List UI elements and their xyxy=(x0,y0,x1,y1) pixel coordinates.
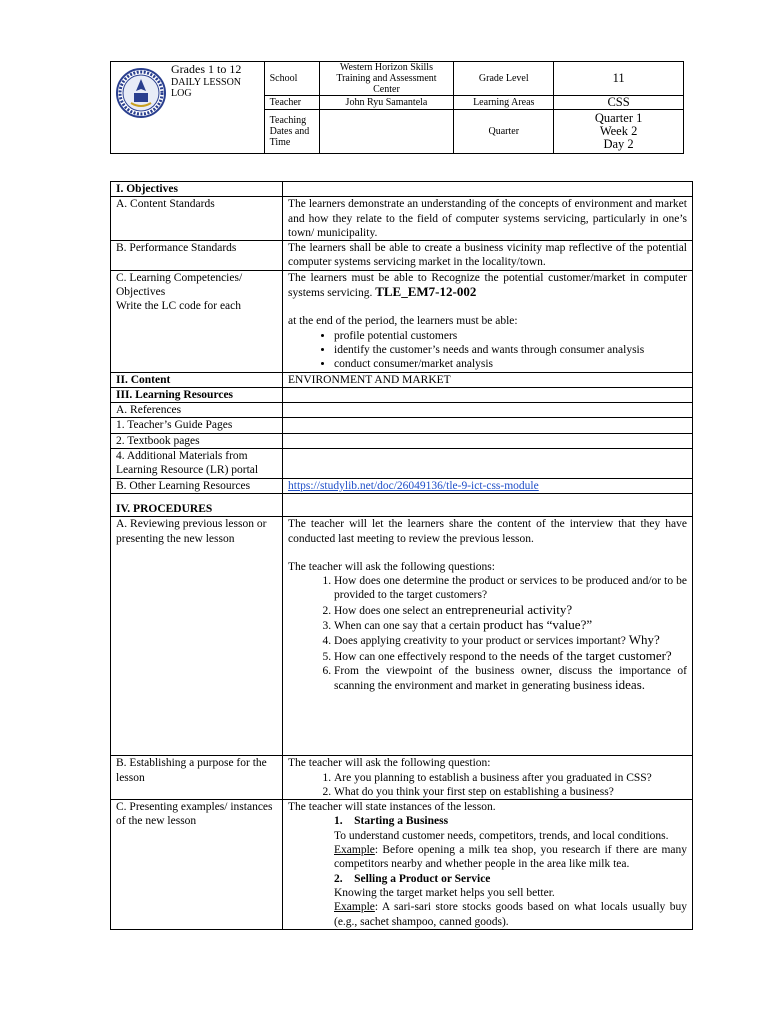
list-item: 4. Does applying creativity to your product or services important? Why? xyxy=(334,633,687,648)
procedure-a-label: A. Reviewing previous lesson or presenting the new lesson xyxy=(111,517,283,756)
list-item: 6. From the viewpoint of the business owner, discuss the importance of scanning the environment and market in generating business ideas. xyxy=(334,664,687,694)
instance-1-title: 1. Starting a Business xyxy=(334,815,449,828)
competency-code: TLE_EM7-12-002 xyxy=(375,284,477,300)
content-standards-label: A. Content Standards xyxy=(111,197,283,241)
header-title: Grades 1 to 12 xyxy=(171,62,242,76)
grade-label: Grade Level xyxy=(454,62,554,96)
header-table xyxy=(110,61,684,154)
competencies-row xyxy=(111,270,693,372)
instance-2-example: Example: A sari-sari store stocks goods based on what locals usually buy (e.g., sachet shampoo, canned goods). xyxy=(334,901,687,928)
list-item: 1. How does one determine the product or services to be produced and/or to be provided to the target customers? xyxy=(334,574,687,603)
procedure-a-row xyxy=(111,517,693,756)
dates-value xyxy=(319,110,454,154)
procedures-heading-row xyxy=(111,493,693,516)
logo-cell xyxy=(111,62,265,154)
references-row xyxy=(111,403,693,418)
resources-heading: III. Learning Resources xyxy=(111,387,283,402)
procedure-c-row xyxy=(111,800,693,930)
procedure-c-label: C. Presenting examples/ instances of the new lesson xyxy=(111,800,283,930)
list-item: • identify the customer’s needs and wants through consumer analysis xyxy=(334,343,687,357)
school-label: School xyxy=(264,62,319,96)
guide-pages-row xyxy=(111,418,693,433)
studylib-link[interactable]: https://studylib.net/doc/26049136/tle-9-ict-css-module xyxy=(288,479,539,492)
quarter-label: Quarter xyxy=(454,110,554,154)
performance-standards-text: The learners shall be able to create a business vicinity map reflective of the potential computer systems servicing market in the locality/town. xyxy=(283,241,693,271)
resources-heading-row xyxy=(111,387,693,402)
textbook-pages-row xyxy=(111,433,693,448)
procedure-b-label: B. Establishing a purpose for the lesson xyxy=(111,756,283,800)
content-standards-row xyxy=(111,197,693,241)
procedure-a-text: The teacher will let the learners share the content of the interview that they have conducted last meeting to review the previous lesson. The teacher will ask the following questions: 1. How does one determine the product or services to be produced and/or to be provided to the target customers? 2. How does one select an entrepreneurial activity? 3. When can one say that a certain product has “value?” 4. Does applying creativity to your product or services important? Why? 5. How can one effectively respond to the needs of the target customer? 6. From the viewpoint of the business owner, discuss the importance of scanning the environment and market in generating business ideas. xyxy=(283,517,693,756)
school-value: Western Horizon Skills Training and Assessment Center xyxy=(319,62,454,96)
content-value: ENVIRONMENT AND MARKET xyxy=(283,372,693,387)
content-row xyxy=(111,372,693,387)
lesson-table xyxy=(110,181,693,930)
procedures-heading: IV. PROCEDURES xyxy=(111,493,283,516)
other-resources-label: B. Other Learning Resources xyxy=(111,478,283,493)
purpose-questions xyxy=(288,771,687,800)
procedure-b-row xyxy=(111,756,693,800)
list-item: 5. How can one effectively respond to the needs of the target customer? xyxy=(334,649,687,664)
list-item: 1. Are you planning to establish a business after you graduated in CSS? xyxy=(334,771,687,785)
area-label: Learning Areas xyxy=(454,96,554,110)
objectives-heading-row xyxy=(111,182,693,197)
competencies-label: C. Learning Competencies/ Objectives Write the LC code for each xyxy=(111,270,283,372)
references-label: A. References xyxy=(111,403,283,418)
content-heading: II. Content xyxy=(111,372,283,387)
procedure-c-text: The teacher will state instances of the lesson. 1. Starting a Business To understand customer needs, competitors, trends, and local conditions. Example: Before opening a milk tea shop, you research if there are many competitors nearby and whether people in the area like milk tea. 2. Selling a Product or Service Knowing the target market helps you sell better. Example: A sari-sari store stocks goods based on what locals usually buy (e.g., sachet shampoo, canned goods). xyxy=(283,800,693,930)
additional-materials-label: 4. Additional Materials from Learning Resource (LR) portal xyxy=(111,449,283,479)
period-intro: at the end of the period, the learners must be able: xyxy=(288,315,518,328)
additional-materials-row xyxy=(111,449,693,479)
performance-standards-label: B. Performance Standards xyxy=(111,241,283,271)
list-item: • profile potential customers xyxy=(334,329,687,343)
procedure-b-text: The teacher will ask the following question: 1. Are you planning to establish a business after you graduated in CSS? 2. What do you think your first step on establishing a business? xyxy=(283,756,693,800)
deped-seal-icon xyxy=(115,67,167,119)
list-item: 3. When can one say that a certain product has “value?” xyxy=(334,618,687,633)
instance-1-desc: To understand customer needs, competitors, trends, and local conditions. xyxy=(334,829,669,842)
textbook-pages-label: 2. Textbook pages xyxy=(111,433,283,448)
area-value: CSS xyxy=(554,96,684,110)
list-item: 2. How does one select an entrepreneurial activity? xyxy=(334,603,687,618)
dates-label: Teaching Dates and Time xyxy=(264,110,319,154)
competencies-text: The learners must be able to Recognize the potential customer/market in computer systems servicing. TLE_EM7-12-002 at the end of the period, the learners must be able: • profile potential customers • identify the customer’s needs and wants through consumer analysis • conduct consumer/market analysis xyxy=(283,270,693,372)
teacher-label: Teacher xyxy=(264,96,319,110)
performance-standards-row xyxy=(111,241,693,271)
other-resources-row xyxy=(111,478,693,493)
review-questions xyxy=(288,574,687,693)
instance-2-title: 2. Selling a Product or Service xyxy=(334,872,491,885)
grade-value: 11 xyxy=(554,62,684,96)
list-item: • conduct consumer/market analysis xyxy=(334,357,687,371)
objectives-heading: I. Objectives xyxy=(111,182,283,197)
content-standards-text: The learners demonstrate an understanding of the concepts of environment and market and how they relate to the field of computer systems servicing, particularly in one’s town/ municipality. xyxy=(283,197,693,241)
quarter-value: Quarter 1 Week 2 Day 2 xyxy=(554,110,684,154)
guide-pages-label: 1. Teacher’s Guide Pages xyxy=(111,418,283,433)
instance-2-desc: Knowing the target market helps you sell better. xyxy=(334,886,555,899)
teacher-value: John Ryu Samantela xyxy=(319,96,454,110)
instance-1-example: Example: Before opening a milk tea shop, you research if there are many competitors nearby and whether people in the area like milk tea. xyxy=(334,844,687,871)
list-item: 2. What do you think your first step on establishing a business? xyxy=(334,785,687,799)
objectives-list xyxy=(288,329,687,372)
header-subtitle: DAILY LESSON LOG xyxy=(171,77,242,99)
